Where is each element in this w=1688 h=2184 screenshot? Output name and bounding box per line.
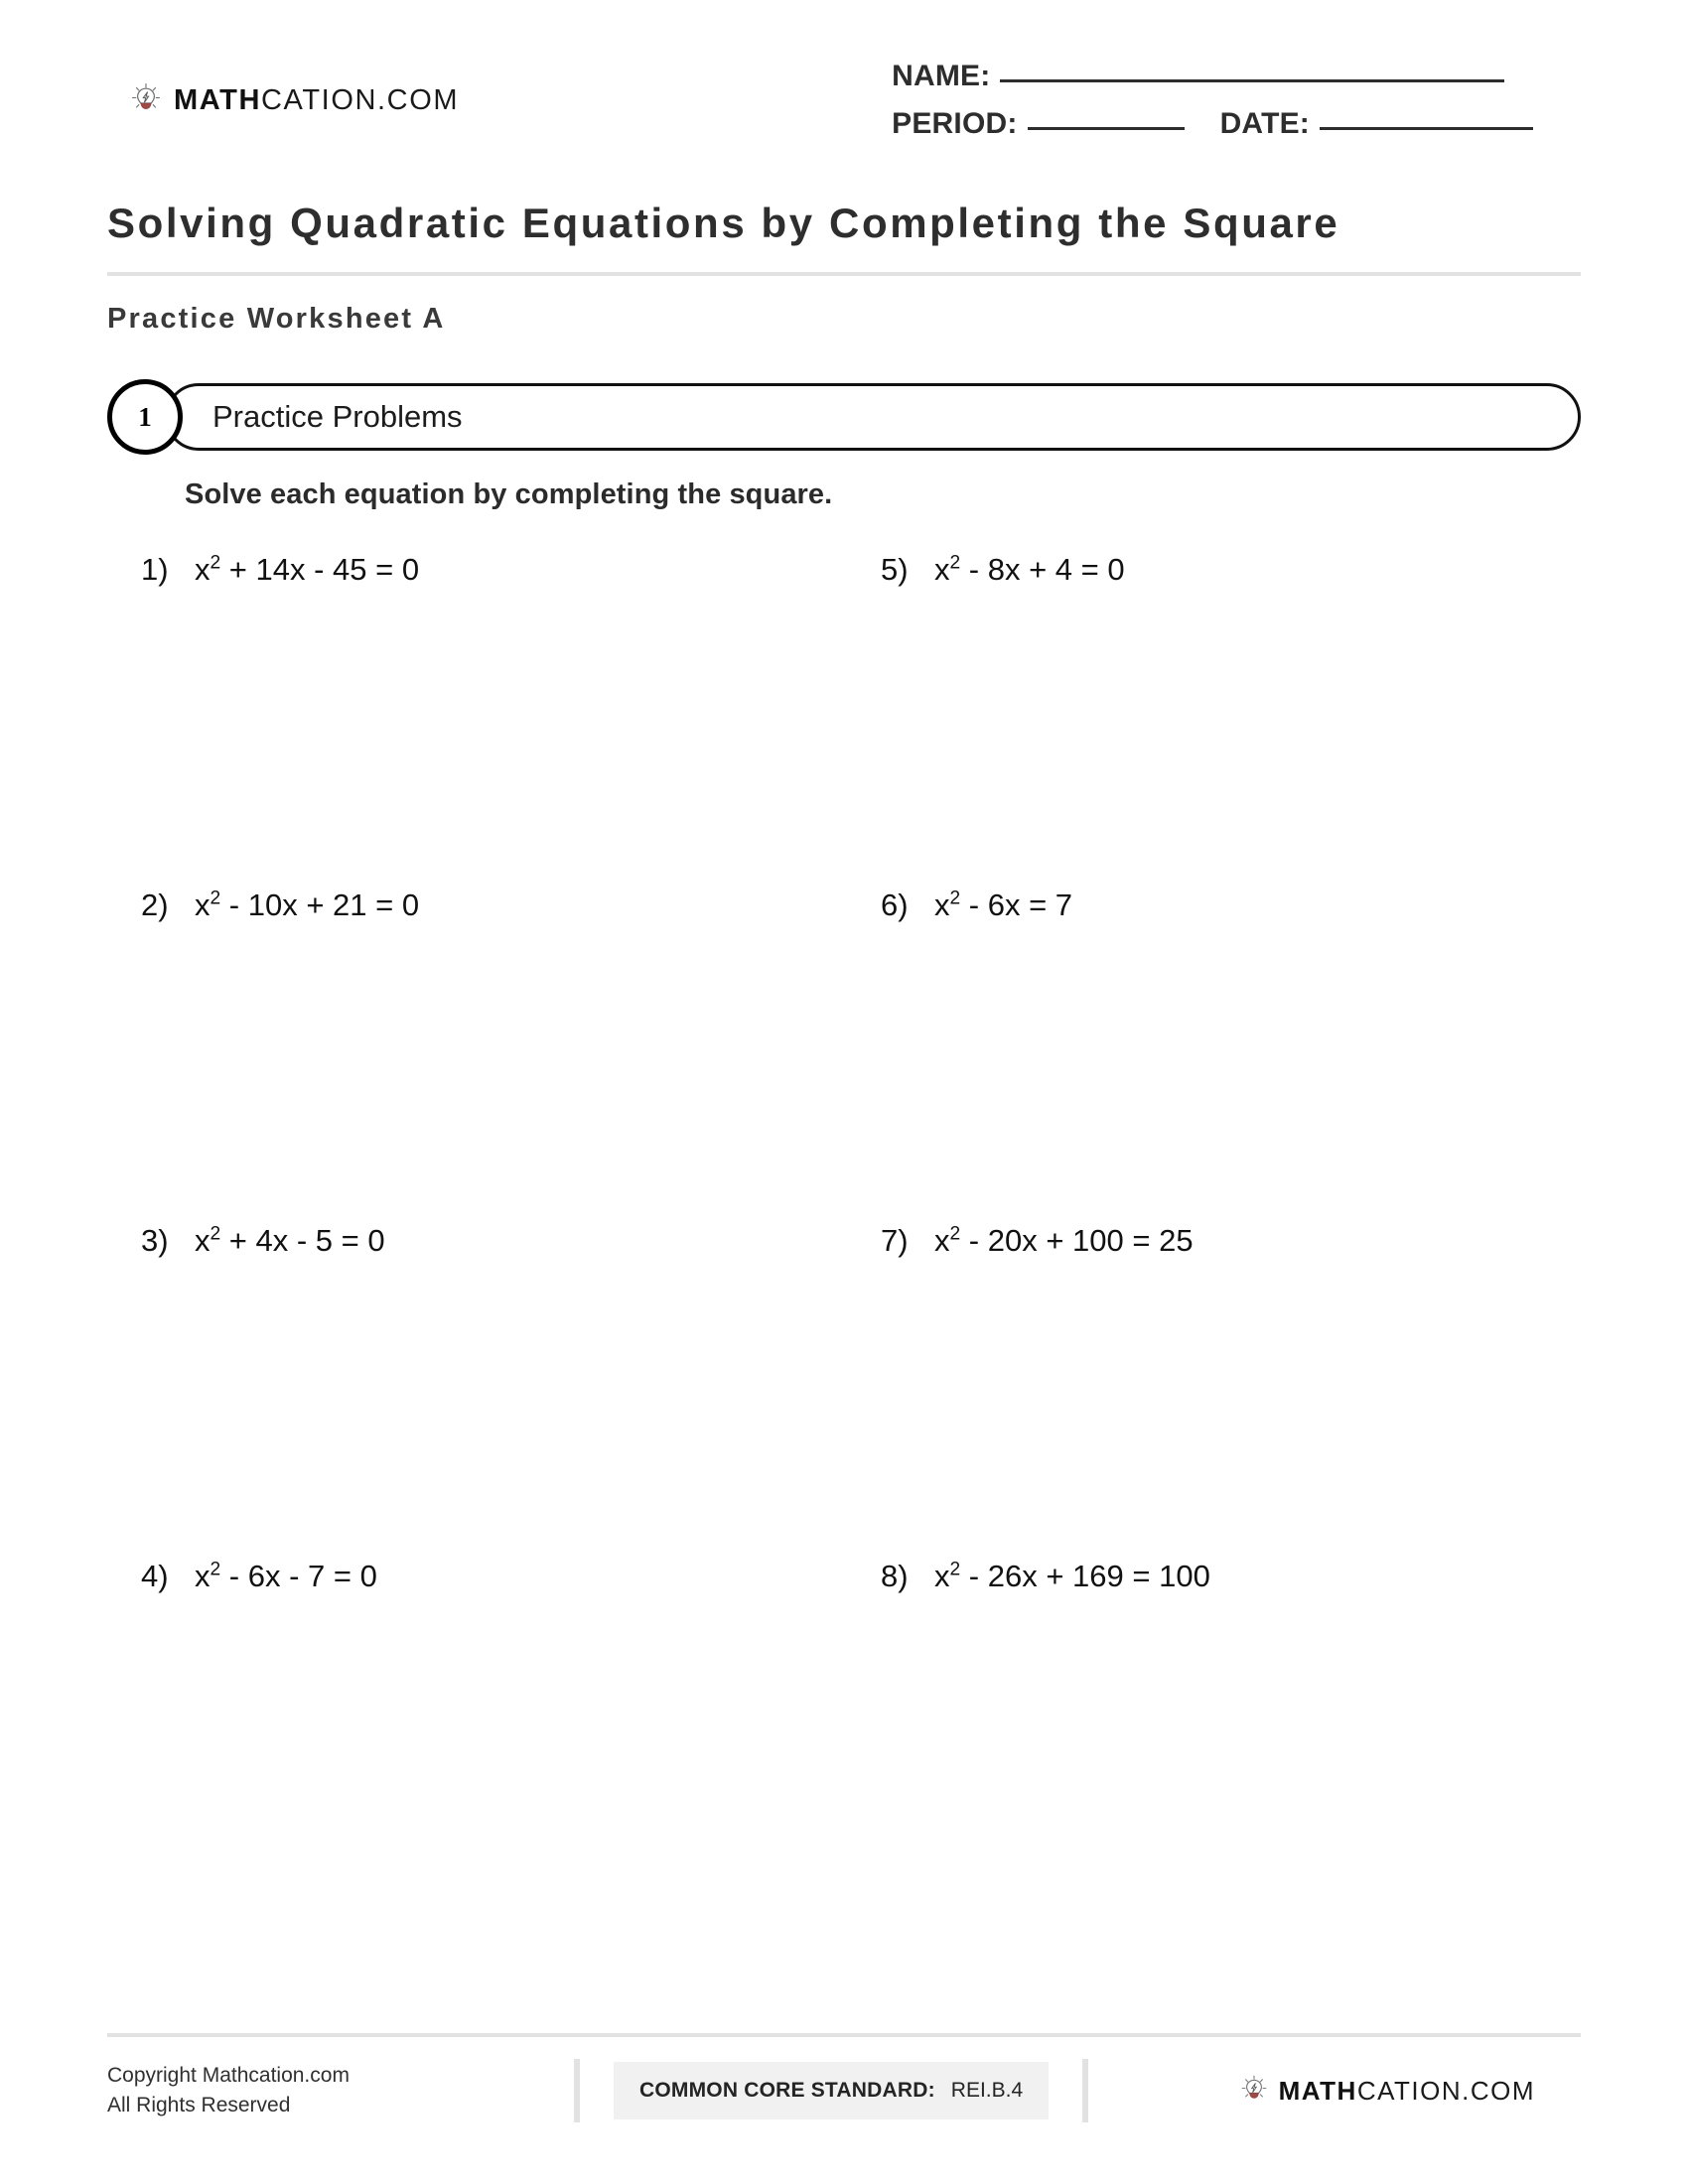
student-info-fields [892, 60, 1533, 155]
page-title: Solving Quadratic Equations by Completing the Square [107, 200, 1340, 246]
directions-text: Solve each equation by completing the square. [185, 478, 833, 511]
title-block [107, 199, 1581, 336]
brand-name-light: CATION.COM [261, 84, 460, 116]
brand-name-bold: MATH [1278, 2076, 1357, 2106]
copyright-text [107, 2061, 574, 2121]
problem-number: 4) [141, 1559, 169, 1594]
section-number-badge [107, 379, 183, 455]
section-label: Practice Problems [212, 399, 463, 435]
problem-item [141, 1560, 881, 1895]
period-date-field-row [892, 107, 1533, 141]
problem-number: 1) [141, 552, 169, 588]
common-core-code: REI.B.4 [950, 2079, 1024, 2102]
brand-name-bold: MATH [174, 84, 262, 116]
footer-brand-logo [1239, 2074, 1535, 2109]
title-divider [107, 272, 1581, 276]
problem-equation: $x^2 + 4x - 5 = 0$ [195, 1223, 385, 1259]
footer-divider-line [107, 2033, 1581, 2037]
section-header [107, 379, 1581, 455]
name-label: NAME: [892, 60, 991, 92]
brand-name [174, 86, 459, 115]
lightbulb-icon [129, 81, 163, 120]
problem-equation: $x^2 - 26x + 169 = 100$ [934, 1559, 1210, 1594]
problem-list [141, 553, 1581, 1895]
common-core-label: COMMON CORE STANDARD: [639, 2079, 935, 2102]
problem-equation: $x^2 + 14x - 45 = 0$ [195, 552, 420, 588]
problem-item [881, 1560, 1581, 1895]
date-input-line[interactable] [1320, 127, 1533, 130]
date-label: DATE: [1219, 107, 1310, 140]
problem-equation: $x^2 - 6x = 7$ [934, 887, 1073, 923]
problem-number: 2) [141, 887, 169, 923]
lightbulb-icon [1239, 2074, 1269, 2109]
problem-equation: $x^2 - 8x + 4 = 0$ [934, 552, 1125, 588]
footer-vertical-divider-left [574, 2059, 580, 2122]
brand-name-light: CATION.COM [1356, 2076, 1535, 2106]
problem-number: 7) [881, 1223, 909, 1259]
period-input-line[interactable] [1028, 127, 1185, 130]
problem-item [881, 553, 1581, 888]
problem-item [141, 888, 881, 1224]
problem-number: 5) [881, 552, 909, 588]
problem-item [881, 888, 1581, 1224]
page-footer [107, 2045, 1581, 2136]
problem-number: 6) [881, 887, 909, 923]
problem-equation: $x^2 - 6x - 7 = 0$ [195, 1559, 377, 1594]
name-field-row [892, 60, 1533, 93]
footer-vertical-divider-right [1082, 2059, 1088, 2122]
common-core-badge [614, 2062, 1049, 2119]
period-label: PERIOD: [892, 107, 1018, 140]
section-number: 1 [138, 401, 152, 432]
brand-name [1279, 2078, 1535, 2104]
problem-equation: $x^2 - 20x + 100 = 25$ [934, 1223, 1194, 1259]
problem-item [141, 553, 881, 888]
problem-number: 8) [881, 1559, 909, 1594]
name-input-line[interactable] [1000, 79, 1504, 82]
problem-item [141, 1224, 881, 1560]
problem-item [881, 1224, 1581, 1560]
problem-number: 3) [141, 1223, 169, 1259]
brand-logo [129, 81, 459, 120]
page-subtitle: Practice Worksheet A [107, 302, 446, 335]
problem-equation: $x^2 - 10x + 21 = 0$ [195, 887, 420, 923]
page-header [107, 0, 1581, 171]
copyright-line-2: All Rights Reserved [107, 2094, 291, 2116]
copyright-line-1: Copyright Mathcation.com [107, 2063, 350, 2087]
